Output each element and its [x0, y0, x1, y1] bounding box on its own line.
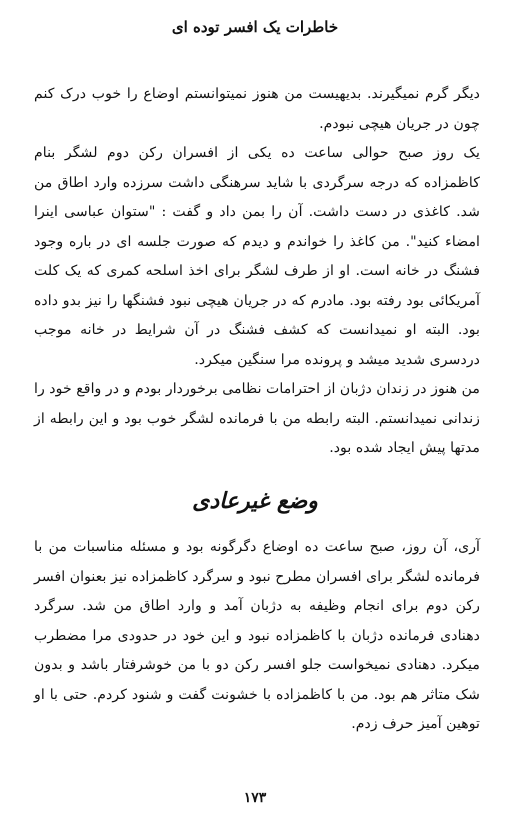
paragraph: آری، آن روز، صبح ساعت ده اوضاع دگرگونه بود و مسئله مناسبات من با فرمانده لشگر برای افسران مطرح نبود و سرگرد کاظمزاده نیز بعنوان افسر رکن دوم برای انجام وظیفه به دژبان آمد و وارد اطاق من شد. سرگرد دهنادی فرمانده دژبان با کاظمزاده نبود و این خود در حدودی مرا مضطرب میکرد. دهنادی نمیخواست جلو افسر رکن دو با من خوشرفتار باشد و بدون شک متاثر هم بود. من با کاظمزاده با خشونت گفت و شنود کردم. حتی با او توهین آمیز حرف زدم.	[34, 539, 480, 732]
text-block-before-heading	[34, 80, 480, 464]
running-header: خاطرات یک افسر توده ای	[171, 18, 339, 36]
text-block-after-heading	[34, 533, 480, 740]
section-heading: وضع غیرعادی	[192, 488, 318, 514]
paragraph: دیگر گرم نمیگیرند. بدیهیست من هنوز نمیتوانستم اوضاع را خوب درک کنم چون در جریان هیچی نبودم.	[34, 86, 480, 132]
paragraph: یک روز صبح حوالی ساعت ده یکی از افسران رکن دوم لشگر بنام کاظمزاده که درجه سرگردی با شاید سرهنگی داشت سرزده وارد اطاق من شد. کاغذی در دست داشت. آن را بمن داد و گفت : "ستوان عباسی اینرا امضاء کنید". من کاغذ را خواندم و دیدم که صورت جلسه ای در باره وجود فشنگ در خانه است. او از طرف لشگر برای اخذ اسلحه کمری که یک کلت آمریکائی بود رفته بود. مادرم که در جریان هیچی نبود فشنگها را نیز بدو داده بود. البته او نمیدانست که کشف فشنگ در آن شرایط در خانه موجب دردسری شدید میشد و پرونده مرا سنگین میکرد.	[34, 145, 480, 368]
page-number: ۱۷۳	[243, 790, 267, 806]
paragraph: من هنوز در زندان دژبان از احترامات نظامی برخوردار بودم و در واقع خود را زندانی نمیدانستم. البته رابطه من با فرمانده لشگر خوب بود و این رابطه از مدتها پیش ایجاد شده بود.	[34, 381, 480, 456]
